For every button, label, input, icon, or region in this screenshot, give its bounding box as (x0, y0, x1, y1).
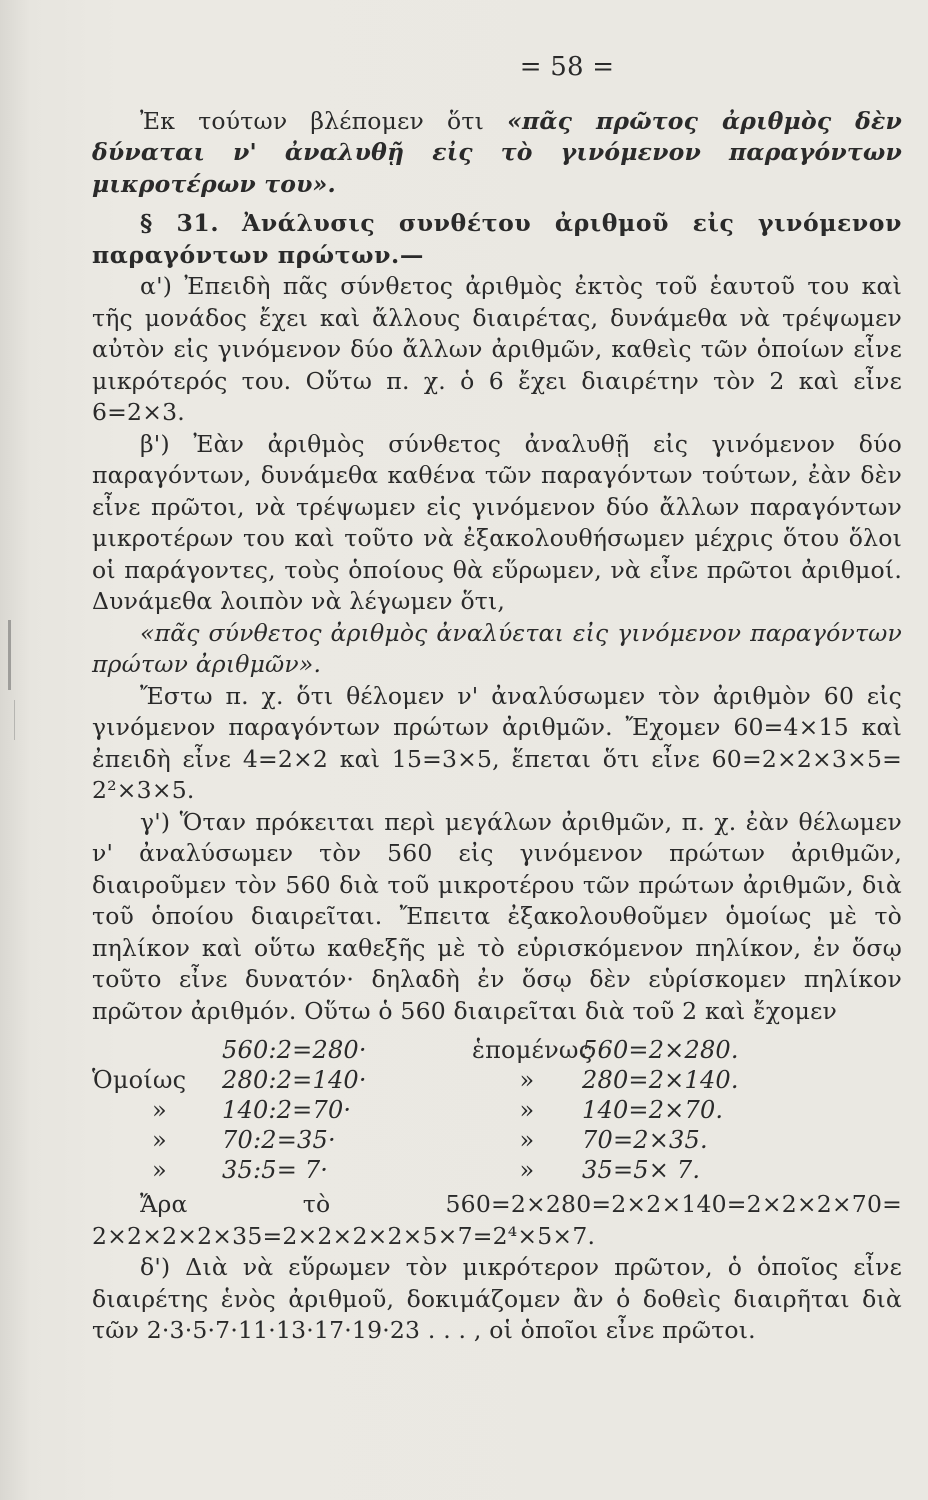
paragraph-intro (92, 106, 902, 201)
row-label: » (152, 1096, 167, 1124)
row-connector: » (519, 1156, 535, 1184)
row-division: 140:2=70· (222, 1096, 352, 1124)
rule-quote: «πᾶς σύνθετος ἀριθμὸς ἀναλύεται εἰς γινόμενον παραγόντων πρώτων ἀριθμῶν». (92, 618, 902, 678)
page-text (92, 52, 902, 1347)
row-division: 35:5= 7· (222, 1156, 329, 1184)
row-label: » (152, 1126, 167, 1154)
page-number: = 58 = (519, 52, 615, 82)
row-product: 140=2×70. (582, 1096, 724, 1124)
binding-mark (8, 620, 11, 690)
row-label: » (152, 1156, 167, 1184)
binding-mark-small (14, 700, 15, 740)
section-number: § 31. (140, 209, 220, 237)
paragraph-example: Ἔστω π. χ. ὅτι θέλομεν ν' ἀναλύσωμεν τὸν ἀριθμὸν 60 εἰς γινόμενον παραγόντων πρώτων ἀριθμῶν. Ἔχομεν 60=4×15 καὶ ἐπειδὴ εἶνε 4=2×2 καὶ 15=3×5, ἕπεται ὅτι εἶνε 60=2×2×3×5= 2²×3×5. (92, 681, 902, 804)
table-row (92, 1065, 902, 1095)
section-title: Ἀνάλυσις συνθέτου ἀριθμοῦ εἰς γινόμενον παραγόντων πρώτων.— (92, 209, 902, 269)
table-row (92, 1125, 902, 1155)
row-connector: » (519, 1126, 535, 1154)
row-division: 70:2=35· (222, 1126, 336, 1154)
row-connector: » (519, 1066, 535, 1094)
row-product: 560=2×280. (582, 1036, 739, 1064)
section-heading (92, 208, 902, 271)
table-row (92, 1035, 902, 1065)
row-label (92, 1035, 222, 1065)
row-product: 35=5× 7. (582, 1156, 701, 1184)
division-table (92, 1035, 902, 1185)
row-connector: » (519, 1096, 535, 1124)
paragraph-beta: β') Ἐὰν ἀριθμὸς σύνθετος ἀναλυθῇ εἰς γινόμενον δύο παραγόντων, δυνάμεθα καθένα τῶν παραγόντων τούτων, ἐὰν δὲν εἶνε πρῶτοι, νὰ τρέψωμεν εἰς γινόμενον δύο ἄλλων παραγόντων μικροτέρων του καὶ τοῦτο νὰ ἐξακολουθήσωμεν μέχρις ὅτου ὅλοι οἱ παράγοντες, τοὺς ὁποίους θὰ εὕρωμεν, νὰ εἶνε πρῶτοι ἀριθμοί. Δυνάμεθα λοιπὸν νὰ λέγωμεν ὅτι, (92, 429, 902, 615)
paragraph-conclusion: Ἄρα τὸ 560=2×280=2×2×140=2×2×2×70= 2×2×2×2×35=2×2×2×2×5×7=2⁴×5×7. (92, 1190, 902, 1250)
row-connector: ἑπομένως (472, 1036, 593, 1064)
row-product: 70=2×35. (582, 1126, 708, 1154)
table-row (92, 1095, 902, 1125)
intro-text: Ἐκ τούτων βλέπομεν ὅτι (140, 106, 508, 135)
row-label: Ὁμοίως (92, 1066, 187, 1094)
row-product: 280=2×140. (582, 1066, 739, 1094)
intro-quote: «πᾶς πρῶτος ἀριθμὸς δὲν δύναται ν' ἀναλυθῇ εἰς τὸ γινόμενον παραγόντων μικροτέρων του». (92, 106, 902, 198)
table-row (92, 1155, 902, 1185)
paragraph-delta: δ') Διὰ νὰ εὕρωμεν τὸν μικρότερον πρῶτον, ὁ ὁποῖος εἶνε διαιρέτης ἑνὸς ἀριθμοῦ, δοκιμάζομεν ἂν ὁ δοθεὶς διαιρῆται διὰ τῶν 2·3·5·7·11·13·17·19·23 . . . , οἱ ὁποῖοι εἶνε πρῶτοι. (92, 1253, 902, 1344)
row-division: 560:2=280· (222, 1036, 367, 1064)
row-division: 280:2=140· (222, 1066, 367, 1094)
paragraph-gamma: γ') Ὅταν πρόκειται περὶ μεγάλων ἀριθμῶν, π. χ. ἐὰν θέλωμεν ν' ἀναλύσωμεν τὸν 560 εἰς γινόμενον πρώτων ἀριθμῶν, διαιροῦμεν τὸν 560 διὰ τοῦ μικροτέρου τῶν πρώτων ἀριθμῶν, διὰ τοῦ ὁποίου διαιρεῖται. Ἔπειτα ἐξακολουθοῦμεν ὁμοίως μὲ τὸ πηλίκον καὶ οὕτω καθεξῆς μὲ τὸ εὑρισκόμενον πηλίκον, ἐν ὅσῳ τοῦτο εἶνε δυνατόν· δηλαδὴ ἐν ὅσῳ δὲν εὑρίσκομεν πηλίκον πρῶτον ἀριθμόν. Οὕτω ὁ 560 διαιρεῖται διὰ τοῦ 2 καὶ ἔχομεν (92, 807, 902, 1025)
paragraph-alpha: α') Ἐπειδὴ πᾶς σύνθετος ἀριθμὸς ἐκτὸς τοῦ ἑαυτοῦ του καὶ τῆς μονάδος ἔχει καὶ ἄλλους διαιρέτας, δυνάμεθα νὰ τρέψωμεν αὐτὸν εἰς γινόμενον δύο ἄλλων ἀριθμῶν, καθεὶς τῶν ὁποίων εἶνε μικρότερός του. Οὕτω π. χ. ὁ 6 ἔχει διαιρέτην τὸν 2 καὶ εἶνε 6=2×3. (92, 272, 902, 426)
